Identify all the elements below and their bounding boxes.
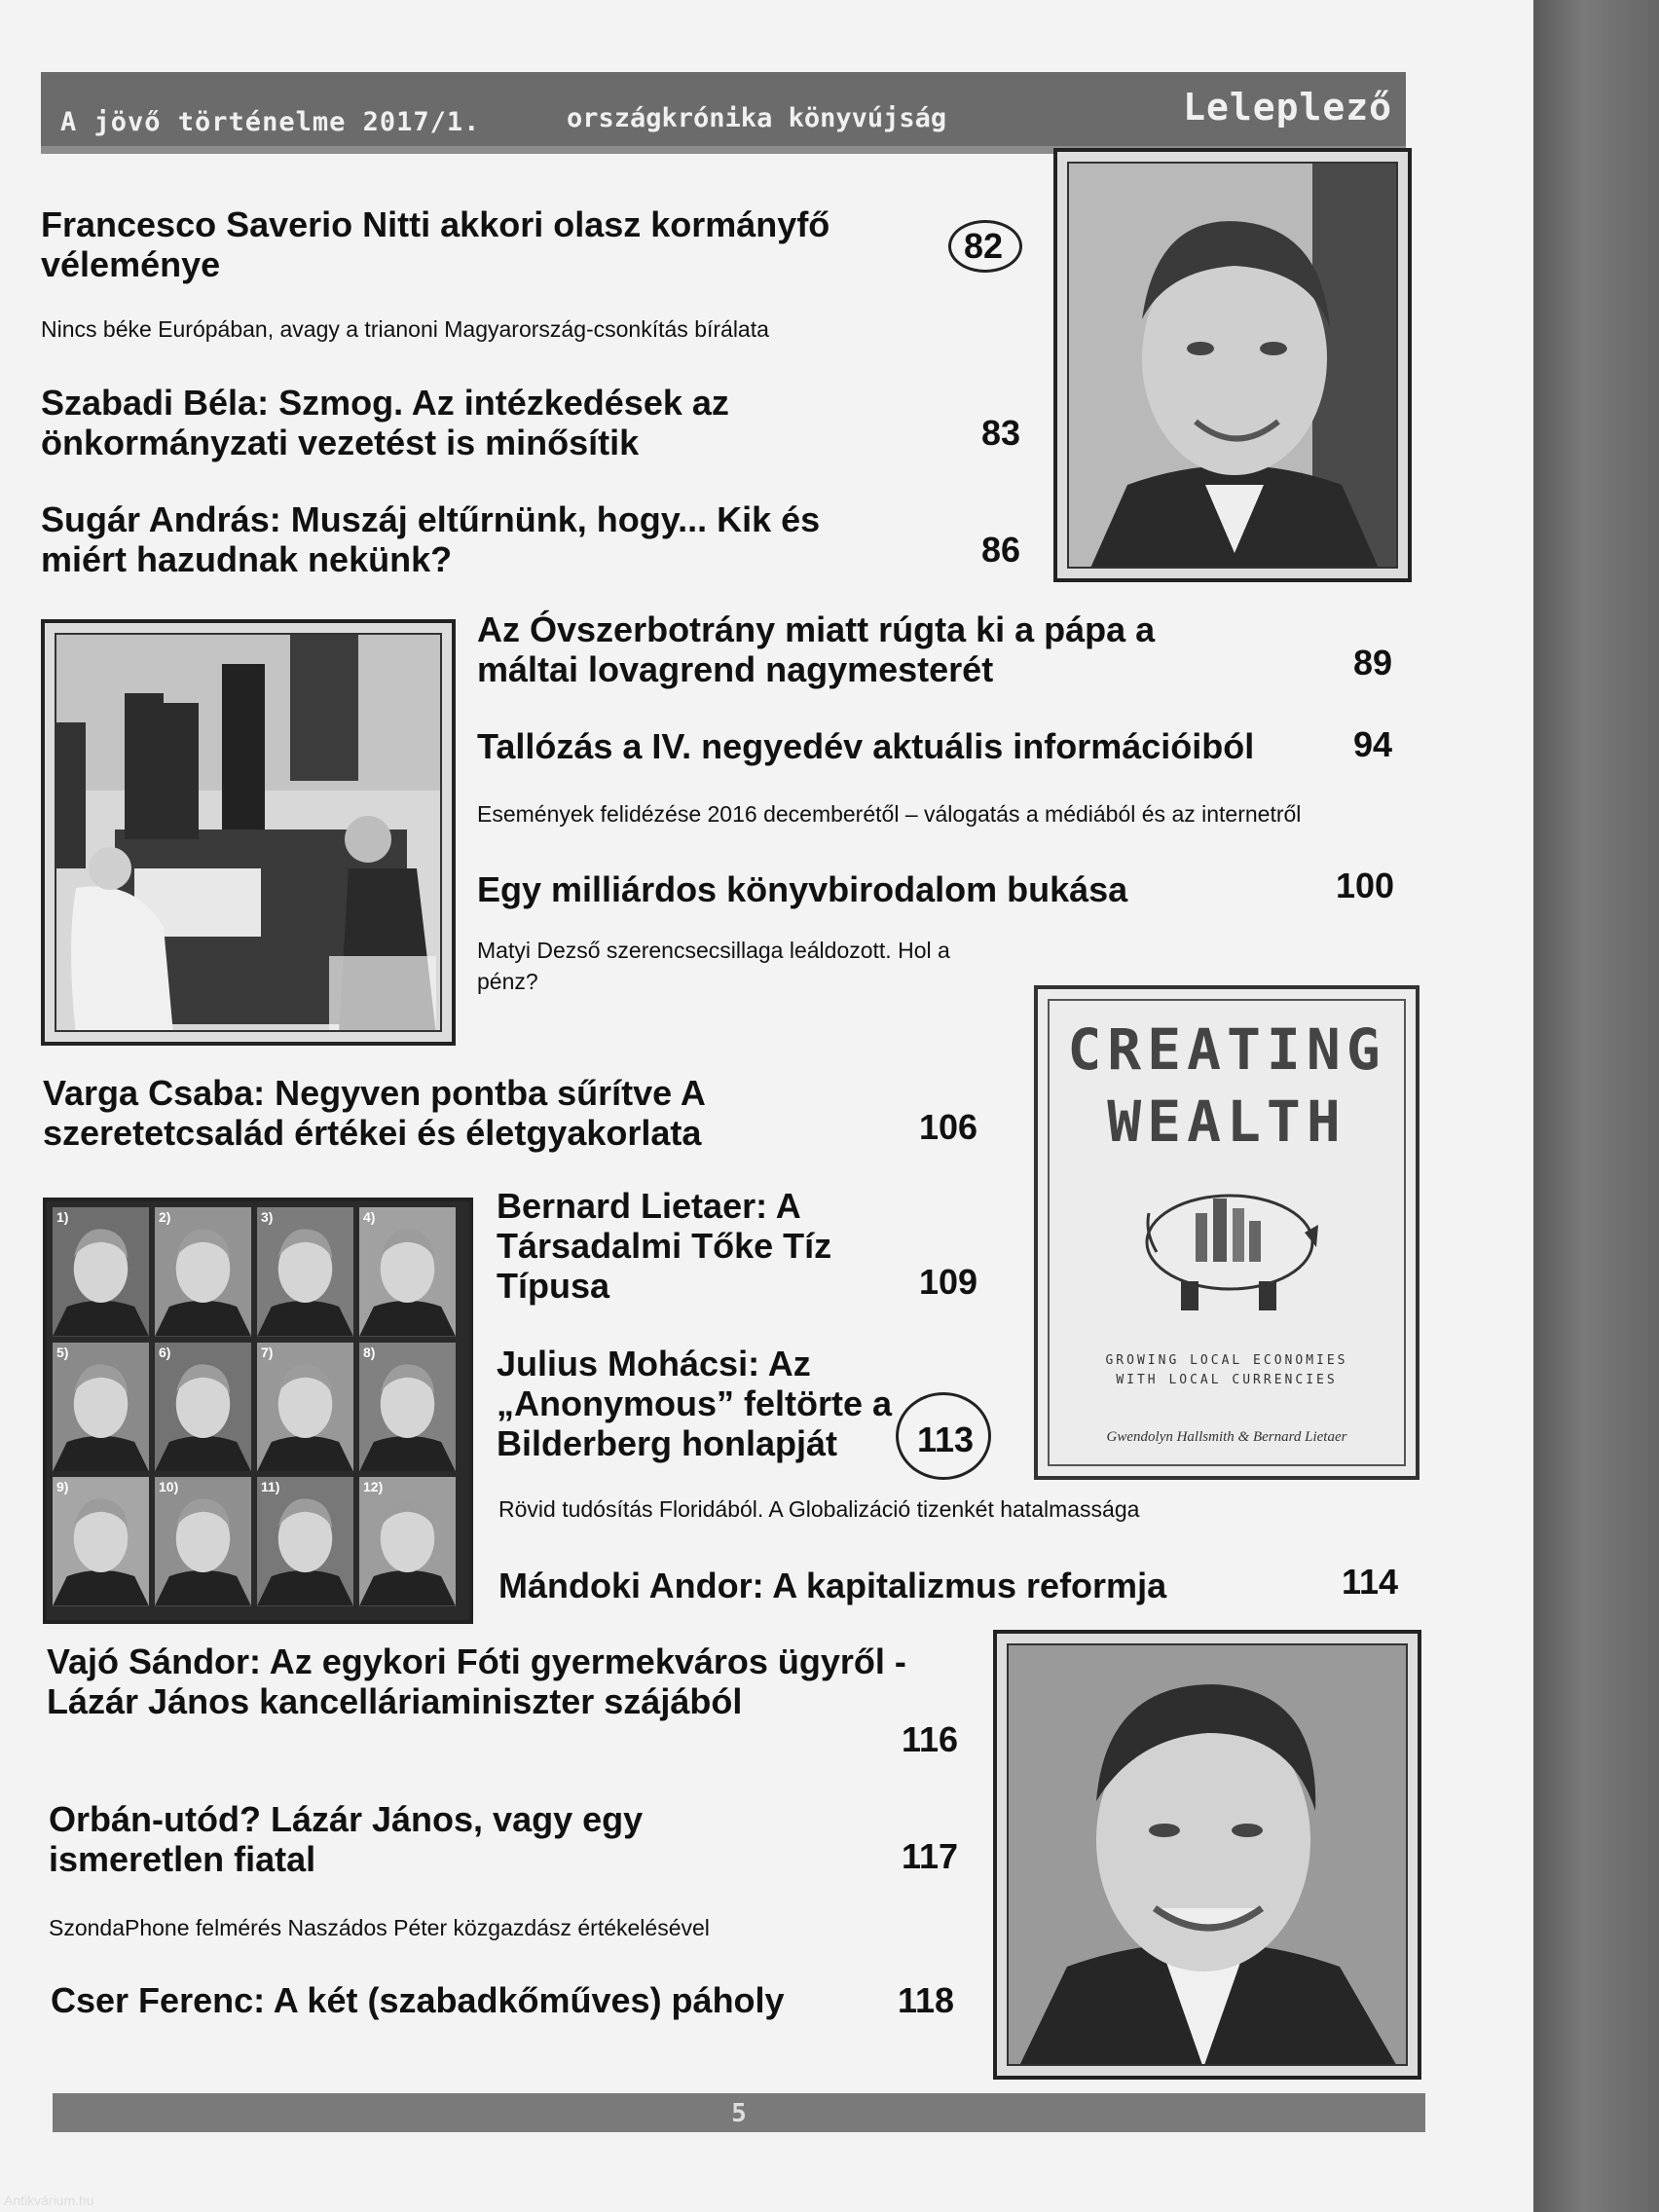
face-icon: [359, 1207, 456, 1337]
face-icon: [359, 1343, 456, 1472]
entry-sub-12: SzondaPhone felmérés Naszádos Péter közgazdász értékelésével: [49, 1915, 710, 1940]
face-icon: [53, 1343, 149, 1472]
entry-title-2[interactable]: Szabadi Béla: Szmog. Az intézkedések az önkormányzati vezetést is minősítik: [41, 383, 729, 462]
entry-sub-5: Események felidézése 2016 decemberétől – válogatás a médiából és az internetről: [477, 801, 1302, 827]
audience-photo: [41, 619, 456, 1046]
entry-page-5[interactable]: 94: [1353, 724, 1393, 764]
grid-portrait: [359, 1207, 456, 1337]
face-icon: [155, 1477, 251, 1606]
portrait-illustration-2: [1009, 1645, 1408, 2066]
entry-title-4[interactable]: Az Óvszerbotrány miatt rúgta ki a pápa a máltai lovagrend nagymesterét: [477, 609, 1156, 689]
portrait-photo-1: [1053, 148, 1412, 582]
entry-sub-1: Nincs béke Európában, avagy a trianoni Magyarország-csonkítás bírálata: [41, 316, 769, 342]
entry-title-13[interactable]: Cser Ferenc: A két (szabadkőműves) páholy: [51, 1980, 785, 2020]
header-bar: [41, 72, 1406, 154]
face-icon: [155, 1207, 251, 1337]
entry-title-12[interactable]: Orbán-utód? Lázár János, vagy egy ismeretlen fiatal: [49, 1799, 644, 1879]
grid-number: 11): [261, 1479, 280, 1495]
grid-number: 5): [56, 1344, 69, 1360]
entry-page-7[interactable]: 106: [919, 1107, 978, 1147]
entry-title-1[interactable]: Francesco Saverio Nitti akkori olasz kormányfő véleménye: [41, 204, 830, 284]
book-authors: Gwendolyn Hallsmith & Bernard Lietaer: [1106, 1429, 1347, 1445]
page-number: 5: [731, 2099, 747, 2128]
entry-page-1[interactable]: [954, 226, 1013, 267]
face-icon: [257, 1343, 353, 1472]
grid-number: 7): [261, 1344, 274, 1360]
grid-portrait: [257, 1207, 353, 1337]
publication-label: országkrónika könyvújság: [567, 103, 947, 133]
entry-title-3[interactable]: Sugár András: Muszáj eltűrnünk, hogy... Kik és miért hazudnak nekünk?: [41, 499, 821, 579]
grid-number: 4): [363, 1209, 376, 1225]
entry-title-6[interactable]: Egy milliárdos könyvbirodalom bukása: [477, 869, 1128, 909]
entry-page-10[interactable]: 114: [1342, 1562, 1399, 1602]
entry-sub-9: Rövid tudósítás Floridából. A Globalizáció tizenkét hatalmassága: [498, 1496, 1140, 1522]
grid-number: 1): [56, 1209, 69, 1225]
grid-portrait: [257, 1477, 353, 1606]
book-cover: [1034, 985, 1419, 1480]
entry-sub-6: Matyi Dezső szerencsecsillaga leáldozott. Hol a pénz?: [477, 938, 950, 994]
grid-portrait: [257, 1343, 353, 1472]
entry-page-number-9: 113: [917, 1419, 975, 1459]
section-label: Leleplező: [1183, 86, 1392, 129]
entry-page-8[interactable]: 109: [919, 1262, 978, 1302]
entry-page-9[interactable]: [907, 1419, 983, 1460]
face-icon: [155, 1343, 251, 1472]
entry-page-6[interactable]: 100: [1336, 866, 1395, 905]
face-icon: [53, 1477, 149, 1606]
entry-title-5[interactable]: Tallózás a IV. negyedév aktuális információiból: [477, 726, 1255, 766]
grid-portrait: [53, 1343, 149, 1472]
grid-number: 8): [363, 1344, 376, 1360]
grid-portrait: [53, 1207, 149, 1337]
face-icon: [257, 1207, 353, 1337]
issue-label: A jövő történelme 2017/1.: [60, 107, 481, 137]
grid-portrait: [155, 1477, 251, 1606]
grid-portrait: [155, 1207, 251, 1337]
face-icon: [53, 1207, 149, 1337]
entry-title-10[interactable]: Mándoki Andor: A kapitalizmus reformja: [498, 1566, 1167, 1605]
entry-page-11[interactable]: 116: [902, 1719, 959, 1759]
book-title-line-2: WEALTH: [1107, 1088, 1346, 1155]
entry-title-8[interactable]: Bernard Lietaer: A Társadalmi Tőke Tíz Típusa: [497, 1186, 832, 1306]
portrait-grid: [43, 1198, 473, 1624]
face-icon: [359, 1477, 456, 1606]
page-binding-edge: [1533, 0, 1659, 2212]
book-cover-frame: [1048, 999, 1406, 1466]
grid-portrait: [155, 1343, 251, 1472]
book-title-line-1: CREATING: [1067, 1016, 1386, 1083]
watermark: Antikvárium.hu: [4, 2193, 94, 2208]
grid-number: 10): [159, 1479, 179, 1495]
book-subtitle-line-2: WITH LOCAL CURRENCIES: [1116, 1373, 1338, 1387]
entry-page-4[interactable]: 89: [1353, 643, 1393, 682]
grid-portrait: [359, 1477, 456, 1606]
piggy-bank-icon: [1137, 1174, 1322, 1320]
audience-illustration: [56, 635, 442, 1032]
circle-mark: [948, 220, 1022, 273]
grid-portrait: [53, 1477, 149, 1606]
circle-mark-2: [896, 1392, 991, 1480]
grid-number: 2): [159, 1209, 171, 1225]
grid-number: 3): [261, 1209, 274, 1225]
portrait-illustration: [1069, 164, 1398, 569]
entry-title-11[interactable]: Vajó Sándor: Az egykori Fóti gyermekváros ügyről - Lázár János kancelláriaminiszter szájából: [47, 1641, 906, 1721]
grid-portrait: [359, 1343, 456, 1472]
grid-number: 6): [159, 1344, 171, 1360]
entry-page-13[interactable]: 118: [898, 1980, 955, 2020]
face-icon: [257, 1477, 353, 1606]
entry-page-2[interactable]: 83: [981, 413, 1021, 453]
book-subtitle-line-1: GROWING LOCAL ECONOMIES: [1105, 1353, 1348, 1368]
entry-title-9[interactable]: Julius Mohácsi: Az „Anonymous” feltörte a Bilderberg honlapját: [497, 1344, 893, 1463]
entry-page-12[interactable]: 117: [902, 1836, 959, 1876]
entry-page-3[interactable]: 86: [981, 530, 1021, 570]
portrait-photo-2: [993, 1630, 1421, 2080]
entry-page-number-1: 82: [964, 226, 1004, 266]
footer-bar: [53, 2093, 1425, 2132]
entry-title-7[interactable]: Varga Csaba: Negyven pontba sűrítve A szeretetcsalád értékei és életgyakorlata: [43, 1073, 705, 1153]
grid-number: 9): [56, 1479, 69, 1495]
grid-number: 12): [363, 1479, 384, 1495]
